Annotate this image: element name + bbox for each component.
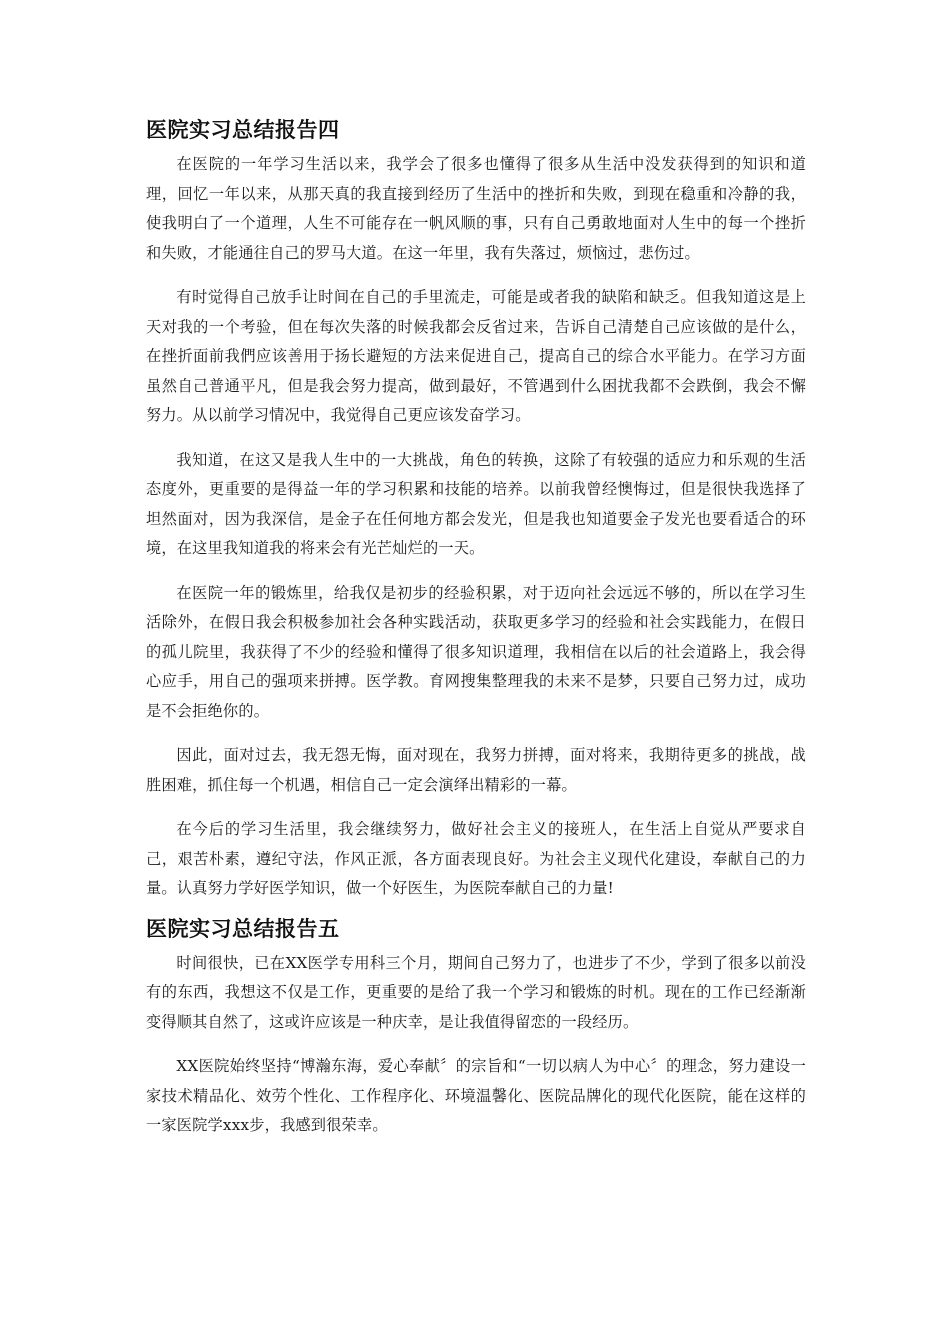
- paragraph: 有时觉得自己放手让时间在自己的手里流走，可能是或者我的缺陷和缺乏。但我知道这是上天对我的一个考验，但在每次失落的时候我都会反省过来，告诉自己清楚自己应该做的是什么，在挫折面前我們应该善用于扬长避短的方法来促进自己，提高自己的综合水平能力。在学习方面虽然自己普通平凡，但是我会努力提高，做到最好，不管遇到什么困扰我都不会跌倒，我会不懈努力。从以前学习情况中，我觉得自己更应该发奋学习。: [146, 288, 806, 424]
- paragraph: 在医院的一年学习生活以来，我学会了很多也懂得了很多从生活中没发获得到的知识和道理，回忆一年以来，从那天真的我直接到经历了生活中的挫折和失败，到现在稳重和冷静的我，使我明白了一个道理，人生不可能存在一帆风顺的事，只有自己勇敢地面对人生中的每一个挫折和失败，才能通往自己的罗马大道。在这一年里，我有失落过，烦恼过，悲伤过。: [146, 155, 806, 262]
- section-title: 医院实习总结报告五: [146, 916, 340, 941]
- paragraph: 时间很快，已在XX医学专用科三个月，期间自己努力了，也进步了不少，学到了很多以前没有的东西，我想这不仅是工作，更重要的是给了我一个学习和锻炼的时机。现在的工作已经渐渐变得顺其自然了，这或许应该是一种庆幸，是让我值得留恋的一段经历。: [146, 953, 806, 1031]
- section-title: 医院实习总结报告四: [146, 118, 340, 142]
- paragraph: 因此，面对过去，我无怨无悔，面对现在，我努力拼搏，面对将来，我期待更多的挑战，战胜困难，抓住每一个机遇，相信自己一定会演绎出精彩的一幕。: [146, 746, 806, 794]
- report-section-four: [146, 110, 806, 904]
- report-section-five: [146, 909, 806, 1141]
- paragraph: 在今后的学习生活里，我会继续努力，做好社会主义的接班人，在生活上自觉从严要求自己，艰苦朴素，遵纪守法，作风正派，各方面表现良好。为社会主义现代化建设，奉献自己的力量。认真努力学好医学知识，做一个好医生，为医院奉献自己的力量!: [146, 820, 806, 897]
- document-page: [146, 110, 806, 1141]
- paragraph: 在医院一年的锻炼里，给我仅是初步的经验积累，对于迈向社会远远不够的，所以在学习生活除外，在假日我会积极参加社会各种实践活动，获取更多学习的经验和社会实践能力，在假日的孤儿院里，我获得了不少的经验和懂得了很多知识道理，我相信在以后的社会道路上，我会得心应手，用自己的强项来拼搏。医学教。育网搜集整理我的未来不是梦，只要自己努力过，成功是不会拒绝你的。: [146, 583, 806, 720]
- paragraph: XX医院始终坚持“博瀚东海，爱心奉献〞的宗旨和“一切以病人为中心〞的理念，努力建设一家技术精品化、效劳个性化、工作程序化、环境温馨化、医院品牌化的现代化医院，能在这样的一家医院学xxx步，我感到很荣幸。: [146, 1057, 806, 1134]
- paragraph: 我知道，在这又是我人生中的一大挑战，角色的转换，这除了有较强的适应力和乐观的生活态度外，更重要的是得益一年的学习积累和技能的培养。以前我曾经懊悔过，但是很快我选择了坦然面对，因为我深信，是金子在任何地方都会发光，但是我也知道要金子发光也要看适合的环境，在这里我知道我的将来会有光芒灿烂的一天。: [146, 450, 806, 557]
